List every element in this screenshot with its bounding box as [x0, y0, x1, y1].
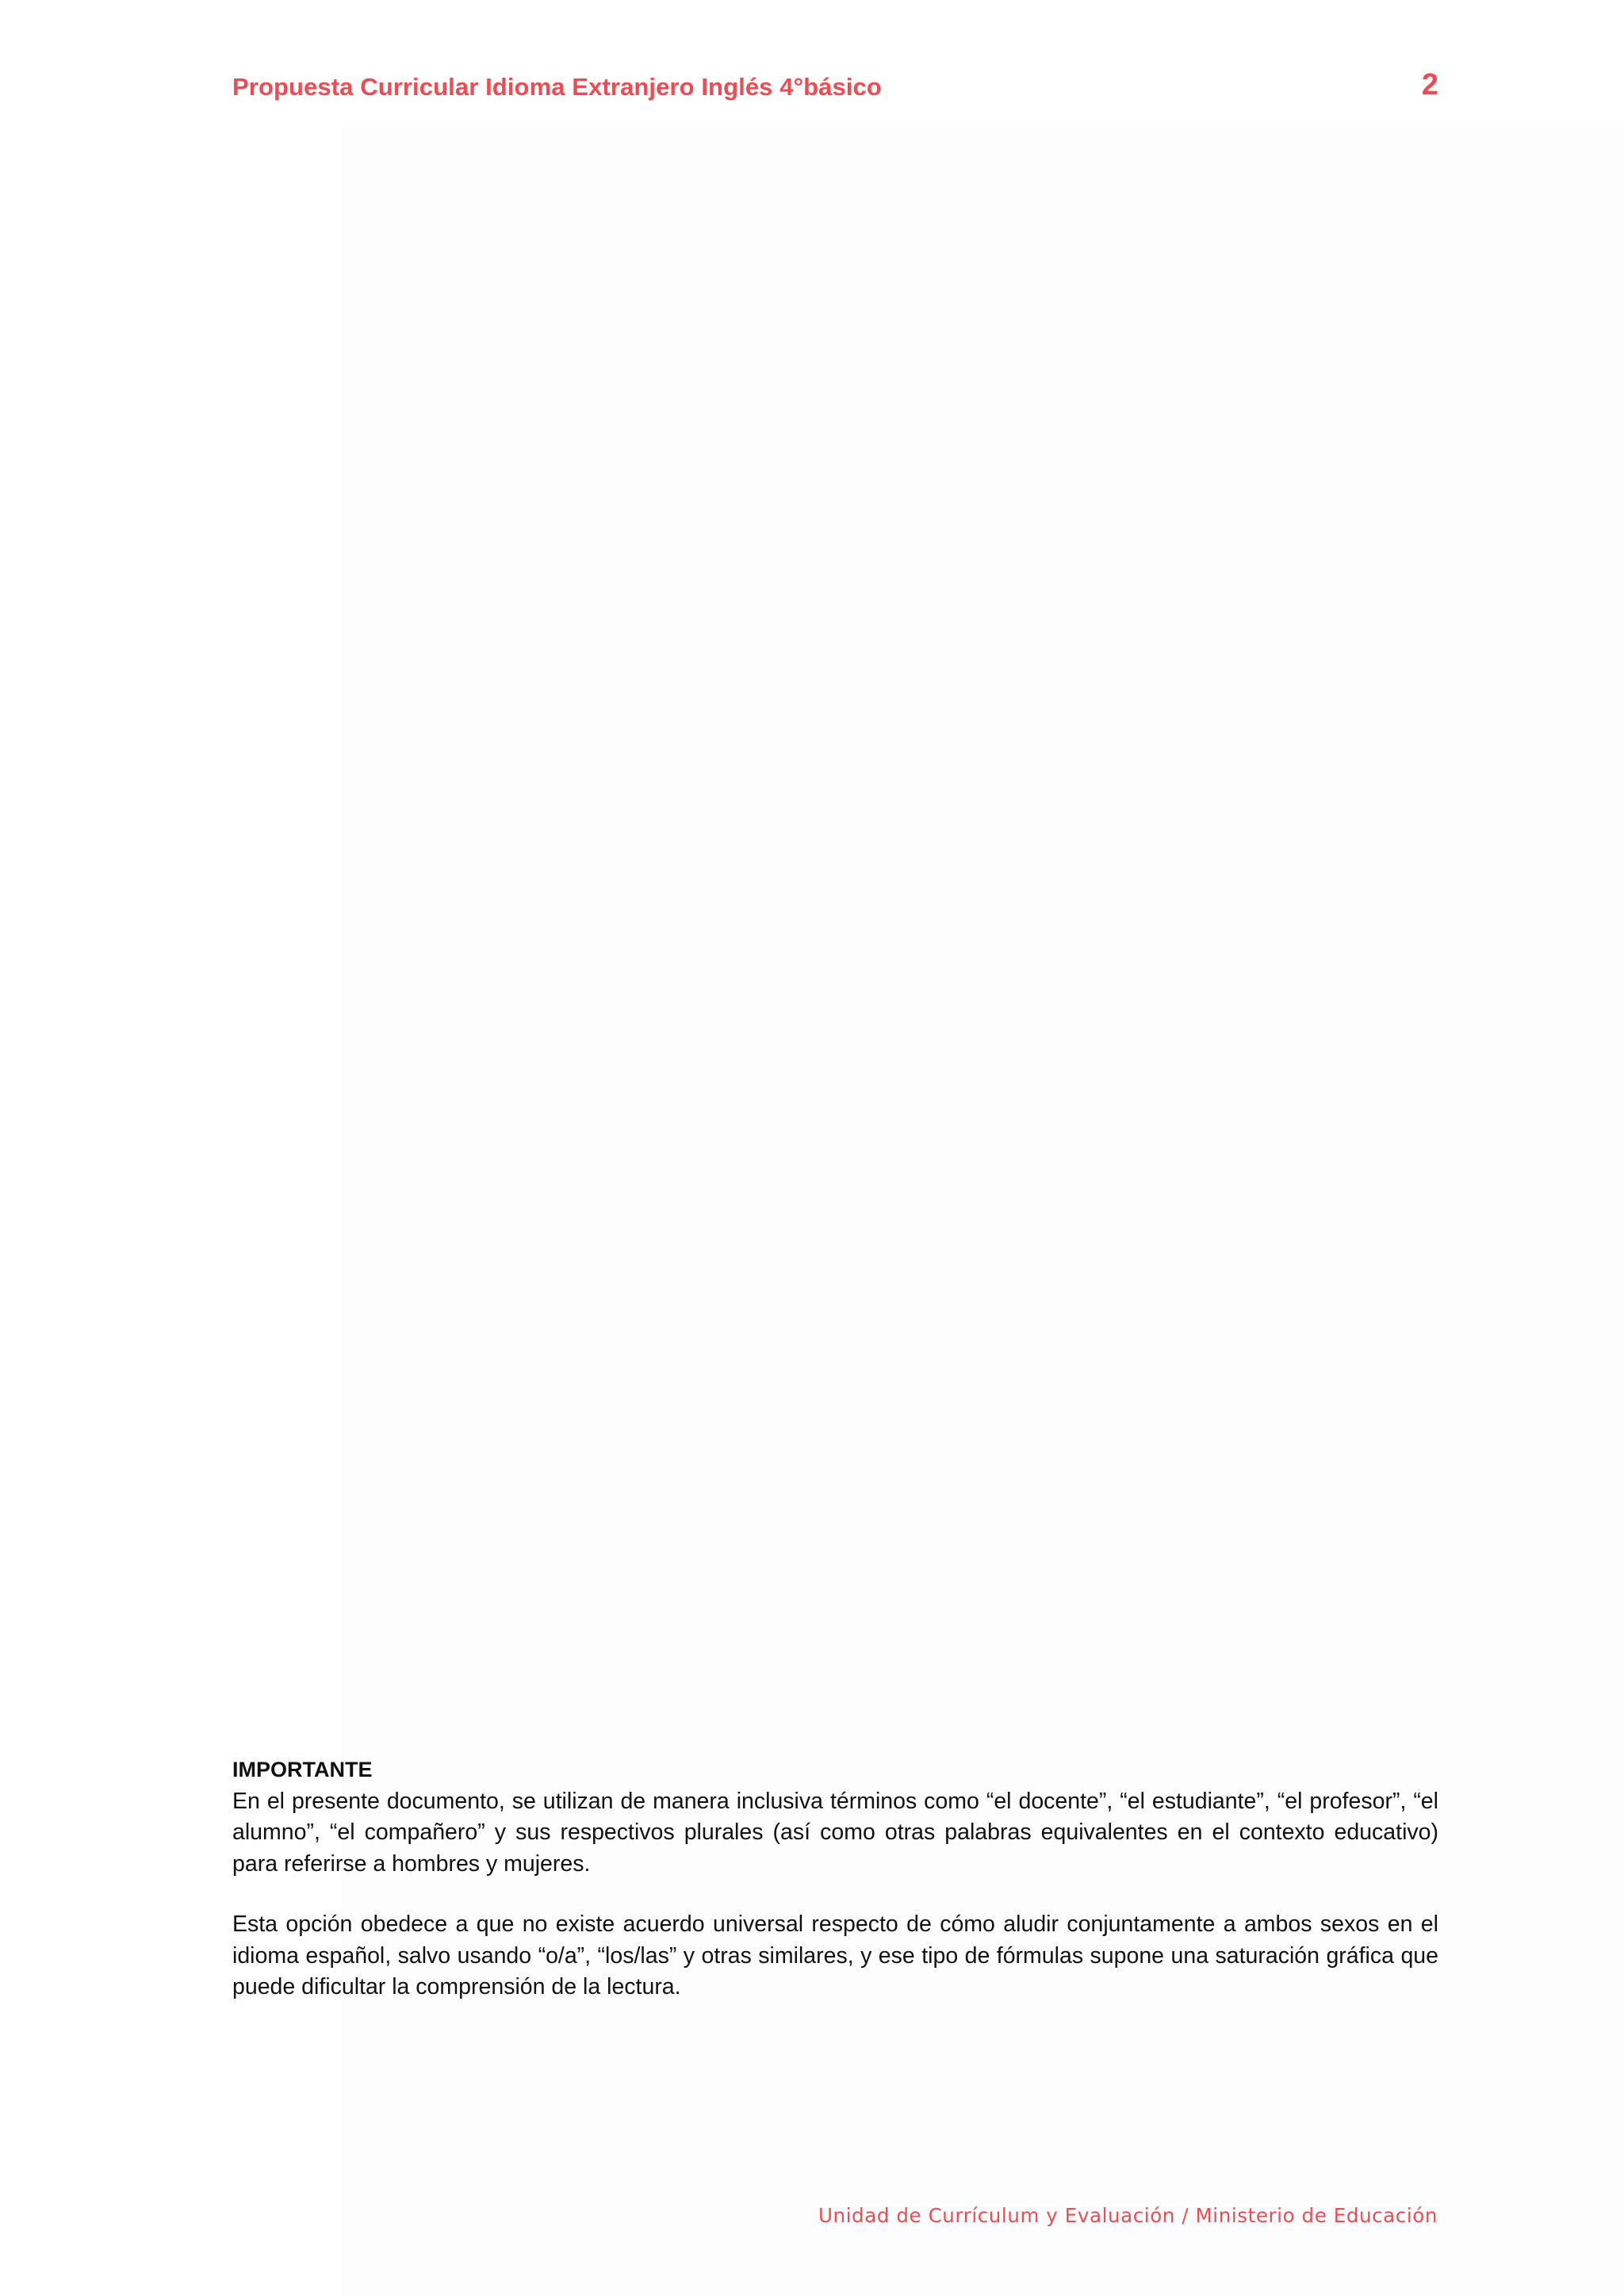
notice-paragraph-2: Esta opción obedece a que no existe acuerdo universal respecto de cómo aludir conjuntamente a ambos sexos en el idioma español, salvo usando “o/a”, “los/las” y otras similares, y ese tipo de fórmulas supone una saturación gráfica que puede dificultar la comprensión de la lectura. [232, 1911, 1438, 1999]
page-footer: Unidad de Currículum y Evaluación / Ministerio de Educación [818, 2204, 1438, 2227]
important-notice [232, 1755, 1438, 2003]
notice-paragraph-1: En el presente documento, se utilizan de manera inclusiva términos como “el docente”, “el estudiante”, “el profesor”, “el alumno”, “el compañero” y sus respectivos plurales (así como otras palabras equivalentes en el contexto educativo) para referirse a hombres y mujeres. [232, 1788, 1438, 1877]
notice-heading: IMPORTANTE [232, 1758, 373, 1781]
page-number: 2 [1421, 68, 1438, 101]
document-header-title: Propuesta Curricular Idioma Extranjero Inglés 4°básico [232, 73, 882, 101]
